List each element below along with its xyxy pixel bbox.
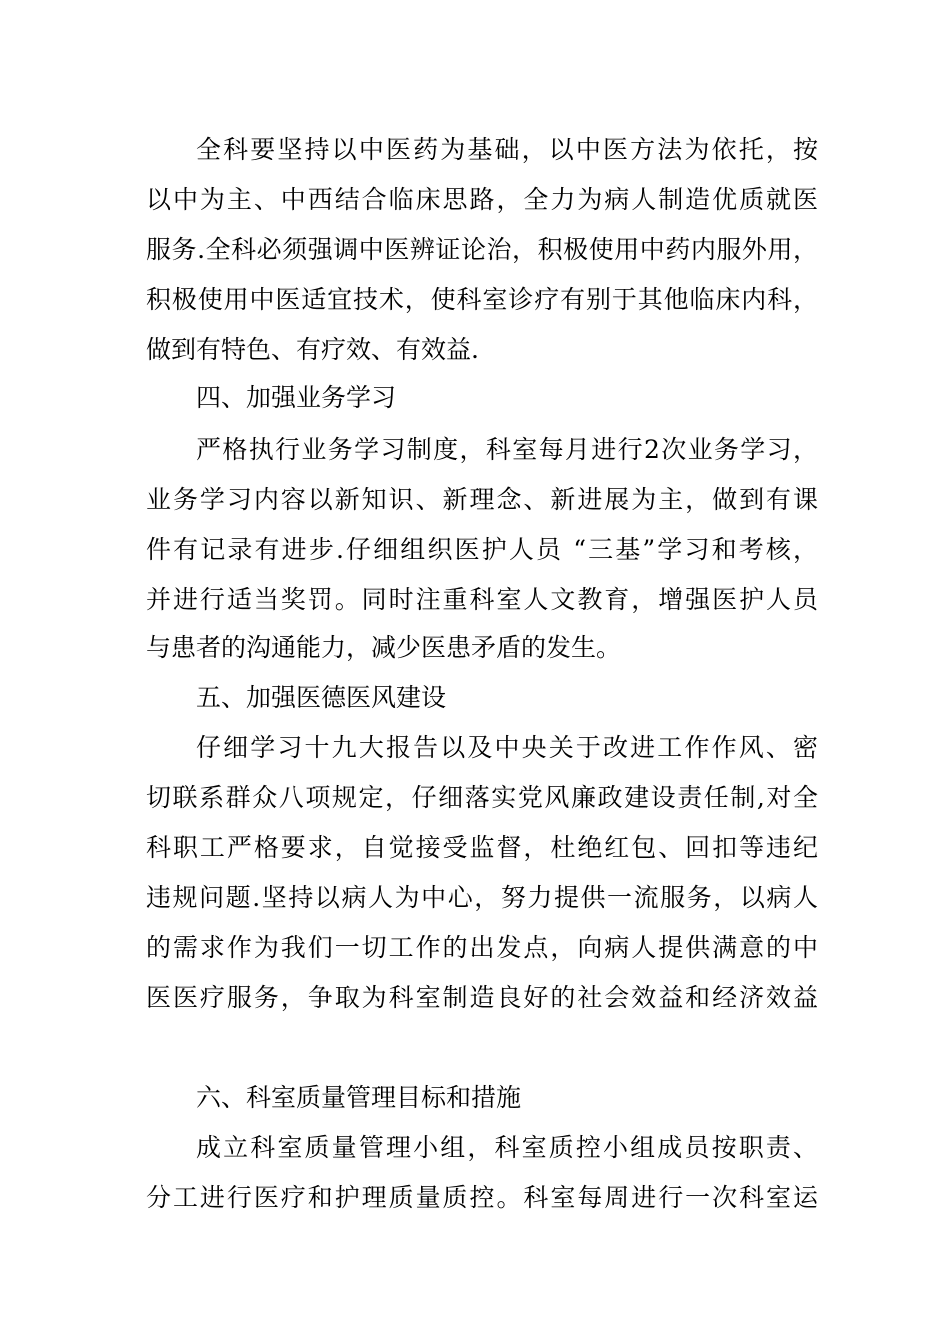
paragraph-3-line-3: 科职工严格要求，自觉接受监督，杜绝红包、回扣等违纪 bbox=[146, 833, 818, 862]
section-heading-5: 五、加强医德医风建设 bbox=[196, 683, 447, 712]
paragraph-1-line-5: 做到有特色、有疗效、有效益. bbox=[146, 335, 479, 364]
paragraph-2-line-1: 严格执行业务学习制度，科室每月进行2次业务学习， bbox=[196, 435, 818, 464]
section-heading-4: 四、加强业务学习 bbox=[196, 383, 397, 412]
paragraph-3-line-5: 的需求作为我们一切工作的出发点，向病人提供满意的中 bbox=[146, 933, 818, 962]
paragraph-1-line-4: 积极使用中医适宜技术，使科室诊疗有别于其他临床内科， bbox=[146, 285, 818, 314]
paragraph-3-line-6: 医医疗服务，争取为科室制造良好的社会效益和经济效益 bbox=[146, 983, 818, 1012]
paragraph-3-line-4: 违规问题.坚持以病人为中心，努力提供一流服务，以病人 bbox=[146, 883, 818, 912]
paragraph-2-line-3: 件有记录有进步.仔细组织医护人员 “三基”学习和考核， bbox=[146, 535, 818, 564]
paragraph-3-line-2: 切联系群众八项规定，仔细落实党风廉政建设责任制,对全 bbox=[146, 783, 818, 812]
paragraph-2-line-5: 与患者的沟通能力，减少医患矛盾的发生。 bbox=[146, 633, 622, 662]
paragraph-1-line-1: 全科要坚持以中医药为基础，以中医方法为依托，按 bbox=[196, 135, 818, 164]
paragraph-2-line-4: 并进行适当奖罚。同时注重科室人文教育，增强医护人员 bbox=[146, 585, 818, 614]
section-heading-6: 六、科室质量管理目标和措施 bbox=[196, 1083, 522, 1112]
paragraph-1-line-2: 以中为主、中西结合临床思路，全力为病人制造优质就医 bbox=[146, 185, 818, 214]
paragraph-4-line-2: 分工进行医疗和护理质量质控。科室每周进行一次科室运 bbox=[146, 1183, 818, 1212]
paragraph-3-line-1: 仔细学习十九大报告以及中央关于改进工作作风、密 bbox=[196, 733, 818, 762]
paragraph-1-line-3: 服务.全科必须强调中医辨证论治，积极使用中药内服外用， bbox=[146, 235, 818, 264]
paragraph-4-line-1: 成立科室质量管理小组，科室质控小组成员按职责、 bbox=[196, 1133, 818, 1162]
paragraph-2-line-2: 业务学习内容以新知识、新理念、新进展为主，做到有课 bbox=[146, 485, 818, 514]
